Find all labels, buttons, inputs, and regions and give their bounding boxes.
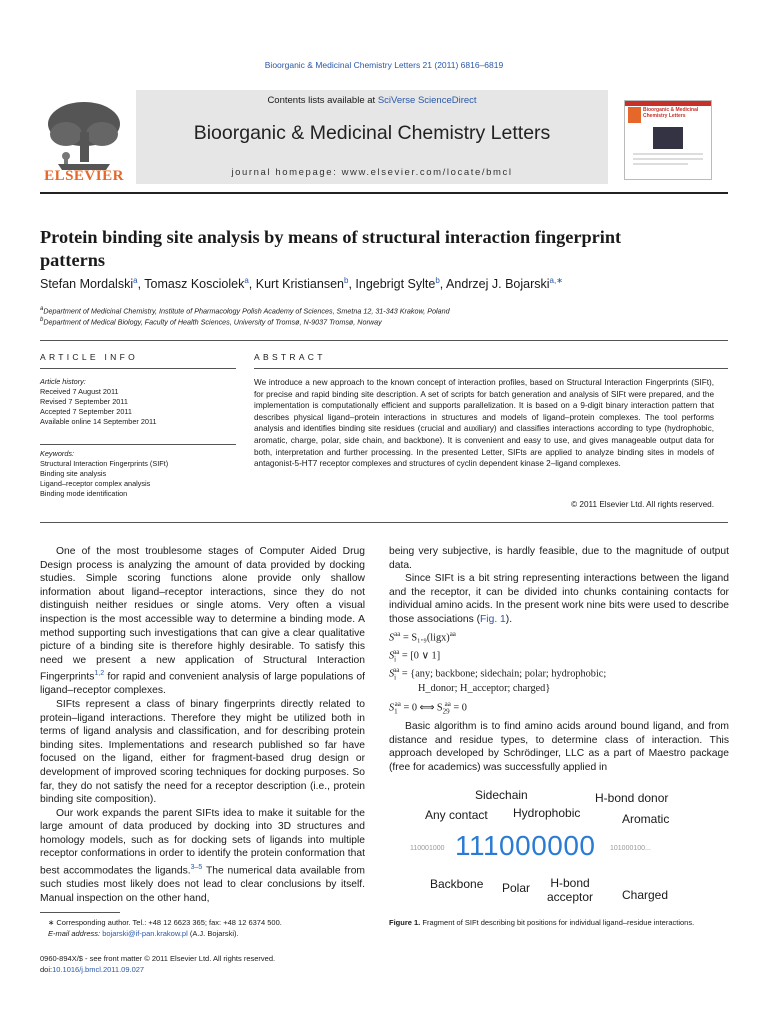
sciencedirect-link[interactable]: SciVerse ScienceDirect bbox=[377, 95, 477, 106]
author-affil-mark[interactable]: b bbox=[435, 276, 440, 285]
equation-3: $S_i^{aa} = \{any$; backbone; sidechain; polar; hydrophobic; bbox=[389, 666, 607, 682]
keyword: Structural Interaction Fingerprints (SIFt) bbox=[40, 459, 169, 468]
label-hbond-donor: H-bond donor bbox=[595, 791, 669, 805]
affiliation-a: $^a$Department of Medicinal Chemistry, Institute of Pharmacology Polish Academy of Sciences, Smetna 12, 31-343 Krakow, Poland bbox=[40, 306, 450, 316]
author-affil-mark[interactable]: a,∗ bbox=[549, 276, 563, 285]
cover-title: Bioorganic & Medicinal Chemistry Letters bbox=[643, 107, 699, 119]
copyright: © 2011 Elsevier Ltd. All rights reserved. bbox=[571, 500, 714, 509]
paragraph: Basic algorithm is to find amino acids around bound ligand, and from distance and residue types, to determine class of interaction. This approach developed by Schrödinger, LLC as a part of Maestro package (free for academics) was successfully applied in bbox=[389, 721, 729, 773]
article-history bbox=[40, 377, 236, 427]
journal-cover[interactable] bbox=[624, 100, 712, 180]
label-sidechain: Sidechain bbox=[475, 788, 528, 802]
contents-prefix: Contents lists available at bbox=[267, 95, 378, 106]
article-info-heading: ARTICLE INFO bbox=[40, 352, 139, 362]
email-suffix: (A.J. Bojarski). bbox=[187, 928, 239, 938]
affiliation-b-text: Department of Medical Biology, Faculty of Health Sciences, University of Tromsø, N-9037 Tromsø, Norway bbox=[43, 317, 382, 327]
right-bits: 101000100... bbox=[610, 845, 651, 852]
author: Stefan Mordalski bbox=[40, 277, 134, 292]
paragraph-text: ). bbox=[505, 613, 513, 625]
author: Andrzej J. Bojarski bbox=[446, 277, 550, 292]
label-charged: Charged bbox=[622, 888, 669, 902]
keywords bbox=[40, 449, 236, 499]
label-backbone: Backbone bbox=[430, 877, 484, 891]
keyword: Binding mode identification bbox=[40, 489, 128, 498]
contents-line bbox=[136, 95, 608, 106]
paragraph: being very subjective, is hardly feasible, due to the magnitude of output data. bbox=[389, 546, 729, 571]
figure-caption bbox=[389, 918, 729, 928]
corresponding-footnote bbox=[48, 918, 368, 939]
journal-homepage[interactable]: journal homepage: www.elsevier.com/locate/bmcl bbox=[231, 167, 513, 178]
equation-text: = S₁.₉(ligx) bbox=[402, 632, 450, 644]
label-hbond-acceptor-line1: H-bond bbox=[550, 876, 590, 890]
paragraph bbox=[389, 572, 729, 626]
author: Kurt Kristiansen bbox=[255, 277, 344, 292]
left-bits: 110001000 bbox=[410, 845, 445, 852]
elsevier-wordmark: ELSEVIER bbox=[44, 168, 124, 184]
citation-ref[interactable]: 3–5 bbox=[190, 864, 203, 872]
paragraph: SIFts represent a class of binary fingerprints directly related to protein–ligand interactions. Therefore they might be utilized both in terms of ligand analysis and classification, and for describing protein binding sites. Implementations and research published so far have focused on the ligand, either for fragment-based drug design or development of improved scoring techniques for docking purposes. So far, they do not satisfy the need for a receptor description (i.e., protein binding site composition). bbox=[40, 698, 365, 806]
doi-line bbox=[40, 965, 370, 976]
header-rule bbox=[40, 192, 728, 194]
journal-title: Bioorganic & Medicinal Chemistry Letters bbox=[193, 122, 551, 144]
history-item: Received 7 August 2011 bbox=[40, 387, 119, 396]
doi-label: doi: bbox=[40, 964, 53, 974]
affiliation-rule bbox=[40, 340, 728, 341]
abstract-heading: ABSTRACT bbox=[254, 352, 326, 362]
label-hbond-acceptor bbox=[547, 876, 593, 904]
paragraph bbox=[40, 807, 365, 906]
figure-ref[interactable]: Fig. 1 bbox=[480, 613, 506, 625]
sift-bits: 111000000 bbox=[455, 830, 596, 861]
equation-1: $S^{aa}$ = S₁.₉(ligx)$^{aa}$ bbox=[389, 630, 456, 644]
paragraph-text: for rapid and convenient analysis of large populations of ligand–receptor complexes. bbox=[40, 671, 365, 697]
caption-label: Figure 1. bbox=[389, 918, 421, 927]
paragraph-text: The numerical data available from such studies most likely does not lead to clear conclusions by itself. Manual inspection on the other hand, bbox=[40, 865, 366, 904]
body-right-column bbox=[389, 545, 729, 627]
equation-4: $S_1^{aa} = 0$ ⟺ $S_{29}^{aa} = 0$ bbox=[389, 700, 467, 716]
affiliation-a-text: Department of Medicinal Chemistry, Institute of Pharmacology Polish Academy of Sciences, Smetna 12, 31-343 Krakow, Poland bbox=[43, 306, 450, 316]
paragraph-text: Since SIFt is a bit string representing interactions between the ligand and the receptor, it can be divided into chunks containing contacts for individual amino acids. In the present work nine bits were used to describe those associations ( bbox=[389, 573, 729, 625]
paragraph-text: Our work expands the parent SIFts idea to make it suitable for the large amount of data produced by docking into 3D structures and homology models, such as for docking sets of ligands into multiple receptor conformations in order to identify the protein conformation that best accommodates the ligands. bbox=[40, 807, 365, 877]
abstract-bottom-rule bbox=[40, 522, 728, 523]
elsevier-logo bbox=[40, 96, 128, 186]
author-affil-mark[interactable]: a bbox=[133, 276, 138, 285]
author-list: Stefan Mordalski$^a$, Tomasz Kosciolek$^a$, Kurt Kristiansen$^b$, Ingebrigt Sylte$^b$, Andrzej J. Bojarski$^{a,∗}$ bbox=[40, 276, 563, 292]
history-item: Revised 7 September 2011 bbox=[40, 397, 128, 406]
doi-link[interactable]: 10.1016/j.bmcl.2011.09.027 bbox=[52, 964, 145, 974]
citation-ref[interactable]: 1,2 bbox=[94, 670, 105, 678]
keywords-label: Keywords: bbox=[40, 449, 75, 458]
keyword: Binding site analysis bbox=[40, 469, 107, 478]
label-hydrophobic: Hydrophobic bbox=[513, 806, 581, 820]
email-line bbox=[48, 929, 368, 940]
equation-text: = 0 bbox=[453, 702, 467, 714]
body-right-column-cont bbox=[389, 720, 729, 774]
author: Ingebrigt Sylte bbox=[355, 277, 436, 292]
article-title bbox=[40, 226, 700, 272]
history-item: Available online 14 September 2011 bbox=[40, 417, 157, 426]
article-title-line1: Protein binding site analysis by means of structural interaction fingerprint bbox=[40, 227, 622, 247]
caption-text: Fragment of SIFt describing bit positions for individual ligand–residue interactions. bbox=[422, 918, 695, 927]
info-rule bbox=[40, 368, 236, 369]
equation-text: = [0 ∨ 1] bbox=[401, 650, 441, 662]
label-hbond-acceptor-line2: acceptor bbox=[547, 890, 594, 904]
figure-1 bbox=[410, 778, 720, 908]
keyword: Ligand–receptor complex analysis bbox=[40, 479, 151, 488]
footnote-rule bbox=[40, 912, 120, 913]
equation-text: = {any; backbone; sidechain; polar; hydrophobic; bbox=[401, 668, 607, 680]
issn-text: 0960-894X/$ - see front matter © 2011 Elsevier Ltd. All rights reserved. bbox=[40, 954, 276, 963]
paragraph-text: One of the most troublesome stages of Computer Aided Drug Design process is analyzing the amount of data provided by docking studies. Simple scoring functions alone provide only shallow information about ligand–receptor interactions, since they do not distinguish neither residues or single atoms. Very often a visual inspection is the most accessible way to determine a binding mode. A method supporting such investigations that can give a clear qualitative picture of a binding site is therefore highly desirable. To satisfy this need we present a new application of Structural Interaction Fingerprints bbox=[40, 546, 365, 683]
equation-3-cont: H_donor; H_acceptor; charged} bbox=[418, 683, 551, 694]
body-left-column bbox=[40, 545, 365, 905]
email-link[interactable]: bojarski@if-pan.krakow.pl bbox=[102, 928, 188, 938]
journal-citation[interactable]: Bioorganic & Medicinal Chemistry Letters 21 (2011) 6816–6819 bbox=[264, 60, 504, 70]
label-polar: Polar bbox=[502, 881, 531, 895]
corresponding-text: ∗ Corresponding author. Tel.: +48 12 6623 365; fax: +48 12 6374 500. bbox=[48, 918, 282, 927]
keywords-rule bbox=[40, 444, 236, 445]
article-title-line2: patterns bbox=[40, 250, 105, 270]
equation-text: = 0 ⟺ S bbox=[403, 702, 443, 714]
label-aromatic: Aromatic bbox=[622, 812, 670, 826]
author-affil-mark[interactable]: b bbox=[343, 276, 349, 285]
email-label: E-mail address: bbox=[48, 928, 103, 938]
abstract-rule bbox=[254, 368, 728, 369]
abstract-text: We introduce a new approach to the known concept of interaction profiles, based on Structural Interaction Fingerprints (SIFt), for precise and rapid binding site description. A set of scripts for batch generation and analysis of SIFt were prepared, and the implementation is computationally efficient and supports parallelization. It is based on a 9-digit binary interaction pattern that describes physical ligand–protein interactions in structures and models of ligand–protein complexes. The tool performs analysis and identifies binding site residues (crucial and auxiliary) and classifies interactions according to type (hydrophobic, aromatic, charge, polar, side chain, and backbone). It is convenient and easy to use, and gives manageable output data for both, interpretation and further processing. In the presented Letter, SIFts are applied to analyze binding sites in models of antagonist-5-HT7 receptor complexes and structures of cyclin dependent kinase 2–ligand complexes. bbox=[254, 378, 714, 469]
history-label: Article history: bbox=[40, 377, 86, 386]
issn-footer bbox=[40, 954, 370, 975]
author: Tomasz Kosciolek bbox=[144, 277, 245, 292]
label-any-contact: Any contact bbox=[425, 808, 488, 822]
equation-2: $S_i^{aa} = [0$ ∨ 1] bbox=[389, 648, 441, 664]
author-affil-mark[interactable]: a bbox=[244, 276, 249, 285]
history-item: Accepted 7 September 2011 bbox=[40, 407, 132, 416]
affiliation-b: $^b$Department of Medical Biology, Faculty of Health Sciences, University of Tromsø, N-9037 Tromsø, Norway bbox=[40, 317, 382, 327]
paragraph bbox=[40, 545, 365, 698]
